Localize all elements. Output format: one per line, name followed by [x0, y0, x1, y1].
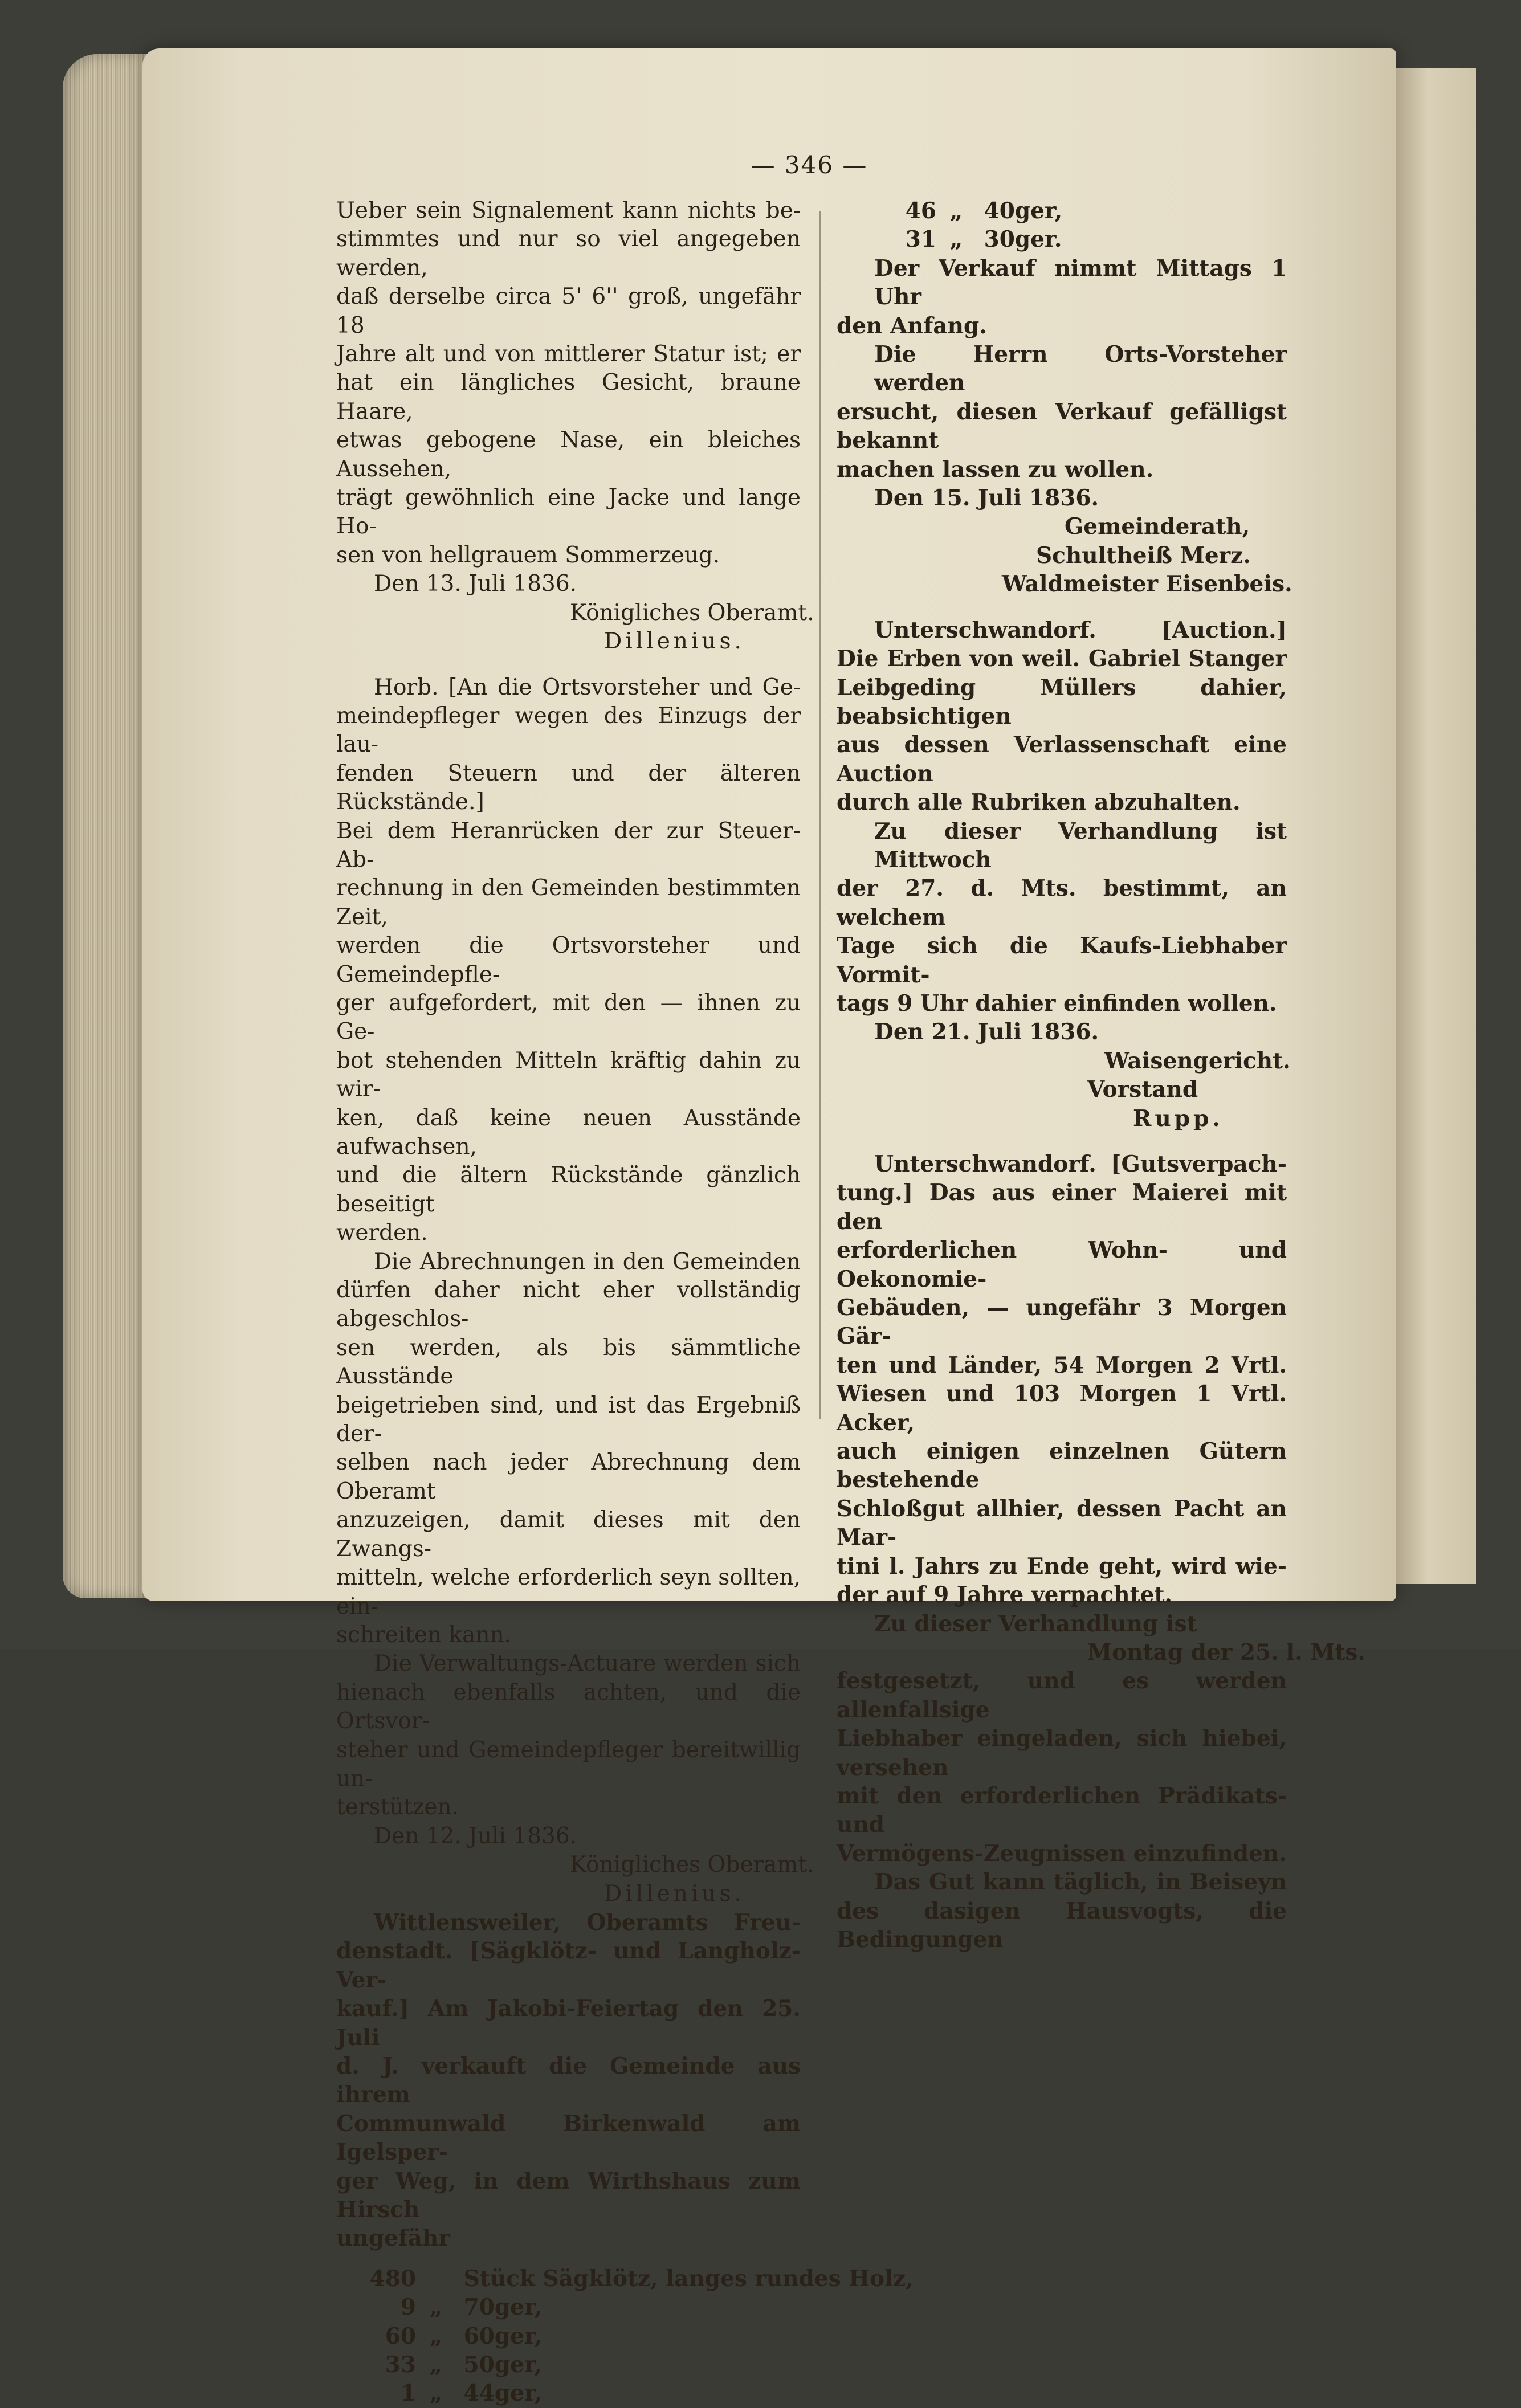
- left-text-line: Dillenius.: [604, 1880, 745, 1907]
- list-quantity: 31: [905, 226, 936, 253]
- left-text-line: steher und Gemeindepfleger bereitwillig un-: [336, 1737, 801, 1791]
- right-text-line: tini l. Jahrs zu Ende geht, wird wie-: [837, 1553, 1287, 1580]
- ditto-mark: „: [949, 198, 963, 224]
- page-number: — 346 —: [751, 151, 868, 179]
- ditto-mark: „: [429, 2352, 443, 2378]
- right-text-line: Gebäuden, — ungefähr 3 Morgen Gär-: [837, 1295, 1287, 1350]
- left-text-line: fenden Steuern und der älteren Rückstände.]: [336, 760, 801, 815]
- left-text-line: daß derselbe circa 5' 6'' groß, ungefähr 18: [336, 284, 801, 338]
- right-text-line: durch alle Rubriken abzuhalten.: [837, 789, 1241, 816]
- right-text-line: Wiesen und 103 Morgen 1 Vrtl. Acker,: [837, 1381, 1287, 1436]
- right-text-line: der 27. d. Mts. bestimmt, an welchem: [837, 875, 1287, 930]
- right-text-line: aus dessen Verlassenschaft eine Auction: [837, 732, 1287, 787]
- right-text-line: Vorstand: [1087, 1076, 1198, 1103]
- right-text-line: festgesetzt, und es werden allenfallsige: [837, 1668, 1287, 1723]
- list-item: [837, 225, 1287, 254]
- right-text-line: den Anfang.: [837, 312, 987, 339]
- right-text-line: auch einigen einzelnen Gütern bestehende: [837, 1438, 1287, 1493]
- list-description: 70ger,: [456, 2294, 543, 2321]
- ditto-mark: „: [429, 2380, 443, 2407]
- left-text-line: etwas gebogene Nase, ein bleiches Aussehen,: [336, 427, 801, 482]
- left-text-line: ungefähr: [336, 2225, 450, 2252]
- right-text-line: Das Gut kann täglich, in Beiseyn: [874, 1869, 1287, 1896]
- right-text-line: Leibgeding Müllers dahier, beabsichtigen: [837, 674, 1287, 729]
- right-text-line: Tage sich die Kaufs-Liebhaber Vormit-: [837, 933, 1287, 988]
- facing-page-edge: [1396, 68, 1476, 1584]
- left-text-line: Den 13. Juli 1836.: [374, 571, 577, 597]
- left-text-line: hat ein längliches Gesicht, braune Haare,: [336, 370, 801, 425]
- right-text-line: mit den erforderlichen Prädikats- und: [837, 1782, 1287, 1838]
- left-text-line: Horb. [An die Ortsvorsteher und Ge-: [374, 674, 801, 700]
- left-text-line: denstadt. [Sägklötz- und Langholz-Ver-: [336, 1938, 801, 1993]
- left-text-line: ken, daß keine neuen Ausstände aufwachsen,: [336, 1105, 801, 1160]
- right-text-line: Unterschwandorf. [Gutsverpach-: [874, 1151, 1287, 1177]
- ditto-mark: „: [429, 2323, 443, 2349]
- list-quantity: 60: [385, 2323, 416, 2349]
- list-quantity: 1: [400, 2380, 416, 2407]
- left-text-line: [336, 656, 801, 674]
- list-quantity: 46: [905, 198, 936, 224]
- right-text-line: Rupp.: [1133, 1105, 1224, 1132]
- right-text-line: ersucht, diesen Verkauf gefälligst bekannt: [837, 398, 1287, 454]
- left-text-line: d. J. verkauft die Gemeinde aus ihrem: [336, 2053, 801, 2108]
- ditto-mark: „: [429, 2294, 443, 2321]
- left-text-line: mitteln, welche erforderlich seyn sollten, ein-: [336, 1565, 801, 1619]
- left-text-line: Dillenius.: [604, 628, 745, 655]
- list-description: 50ger,: [456, 2352, 543, 2378]
- left-text-line: Die Verwaltungs-Actuare werden sich: [374, 1651, 801, 1677]
- right-text-line: Der Verkauf nimmt Mittags 1 Uhr: [874, 255, 1287, 311]
- left-text-line: Königliches Oberamt.: [570, 1852, 814, 1878]
- right-text-line: Schloßgut allhier, dessen Pacht an Mar-: [837, 1495, 1287, 1551]
- right-column: [837, 197, 1365, 1954]
- left-text-line: werden die Ortsvorsteher und Gemeindepfle-: [336, 933, 801, 987]
- left-text-line: Ueber sein Signalement kann nichts be-: [336, 198, 801, 223]
- list-item: [336, 2293, 801, 2321]
- left-text-line: selben nach jeder Abrechnung dem Oberamt: [336, 1450, 801, 1504]
- left-text-line: dürfen daher nicht eher vollständig abgeschlos-: [336, 1278, 801, 1332]
- right-text-line: Waldmeister Eisenbeis.: [1002, 571, 1292, 598]
- right-text-line: Zu dieser Verhandlung ist: [874, 1610, 1197, 1637]
- right-text-line: Montag der 25. l. Mts.: [1087, 1639, 1365, 1666]
- list-item: [336, 2264, 914, 2293]
- list-item: [837, 197, 1287, 225]
- left-text-line: rechnung in den Gemeinden bestimmten Zeit,: [336, 875, 801, 930]
- right-text-line: tung.] Das aus einer Maierei mit den: [837, 1179, 1287, 1235]
- list-description: 60ger,: [456, 2323, 543, 2349]
- left-text-line: ger aufgefordert, mit den — ihnen zu Ge-: [336, 990, 801, 1045]
- left-text-line: ger Weg, in dem Wirthshaus zum Hirsch: [336, 2168, 801, 2223]
- right-text-line: Unterschwandorf. [Auction.]: [874, 617, 1287, 643]
- list-item: [336, 2350, 801, 2379]
- right-text-line: Schultheiß Merz.: [1036, 542, 1251, 569]
- left-text-line: schreiten kann.: [336, 1622, 511, 1648]
- right-text-line: Gemeinderath,: [1065, 513, 1250, 540]
- left-text-line: werden.: [336, 1220, 428, 1246]
- list-item: [336, 2322, 801, 2350]
- right-text-line: [837, 599, 1287, 616]
- ditto-mark: „: [949, 226, 963, 253]
- left-text-line: Die Abrechnungen in den Gemeinden: [374, 1248, 801, 1275]
- right-text-line: Den 15. Juli 1836.: [874, 485, 1099, 512]
- list-quantity: 9: [400, 2294, 416, 2321]
- list-quantity: 33: [385, 2352, 416, 2378]
- right-text-line: der auf 9 Jahre verpachtet.: [837, 1582, 1172, 1609]
- left-text-line: trägt gewöhnlich eine Jacke und lange Ho-: [336, 485, 801, 540]
- list-quantity: 480: [369, 2265, 416, 2292]
- left-text-line: Wittlensweiler, Oberamts Freu-: [374, 1909, 801, 1936]
- list-description: 30ger.: [976, 226, 1062, 253]
- left-text-line: stimmtes und nur so viel angegeben werden,: [336, 226, 801, 281]
- right-text-line: ten und Länder, 54 Morgen 2 Vrtl.: [837, 1352, 1287, 1378]
- left-text-line: Bei dem Heranrücken der zur Steuer-Ab-: [336, 818, 801, 872]
- left-text-line: und die ältern Rückstände gänzlich beseitigt: [336, 1162, 801, 1217]
- column-divider: [819, 211, 821, 1419]
- right-text-line: [837, 1133, 1287, 1150]
- left-text-line: Königliches Oberamt.: [570, 599, 814, 626]
- left-text-line: beigetrieben sind, und ist das Ergebniß der-: [336, 1392, 801, 1447]
- left-text-line: hienach ebenfalls achten, und die Ortsvor-: [336, 1679, 801, 1734]
- left-text-line: anzuzeigen, damit dieses mit den Zwangs-: [336, 1507, 801, 1562]
- left-text-line: meindepfleger wegen des Einzugs der lau-: [336, 703, 801, 758]
- left-text-line: sen werden, als bis sämmtliche Ausstände: [336, 1334, 801, 1390]
- right-text-line: Die Herrn Orts-Vorsteher werden: [874, 341, 1287, 397]
- right-text-line: des dasigen Hausvogts, die Bedingungen: [837, 1897, 1287, 1953]
- left-text-line: sen von hellgrauem Sommerzeug.: [336, 542, 720, 568]
- left-text-line: bot stehenden Mitteln kräftig dahin zu wir-: [336, 1047, 801, 1103]
- left-text-line: Communwald Birkenwald am Igelsper-: [336, 2110, 801, 2166]
- right-text-line: machen lassen zu wollen.: [837, 456, 1154, 483]
- right-text-line: Vermögens-Zeugnissen einzufinden.: [837, 1840, 1287, 1867]
- right-text-line: Liebhaber eingeladen, sich hiebei, versehen: [837, 1725, 1287, 1781]
- right-text-line: Zu dieser Verhandlung ist Mittwoch: [874, 818, 1287, 873]
- right-text-line: erforderlichen Wohn- und Oekonomie-: [837, 1237, 1287, 1292]
- list-description: 40ger,: [976, 198, 1063, 224]
- list-item: [336, 2379, 801, 2407]
- right-text-line: Den 21. Juli 1836.: [874, 1019, 1099, 1046]
- left-text-line: Den 12. Juli 1836.: [374, 1823, 577, 1849]
- list-description: Stück Sägklötz, langes rundes Holz,: [456, 2265, 914, 2292]
- left-text-line: Jahre alt und von mittlerer Statur ist; er: [336, 341, 801, 368]
- list-description: 44ger,: [456, 2380, 543, 2407]
- right-text-line: tags 9 Uhr dahier einfinden wollen.: [837, 990, 1277, 1017]
- right-text-line: Waisengericht.: [1104, 1047, 1291, 1074]
- left-text-line: terstützen.: [336, 1794, 459, 1821]
- left-text-line: kauf.] Am Jakobi-Feiertag den 25. Juli: [336, 1995, 801, 2051]
- right-text-line: Die Erben von weil. Gabriel Stanger: [837, 646, 1287, 672]
